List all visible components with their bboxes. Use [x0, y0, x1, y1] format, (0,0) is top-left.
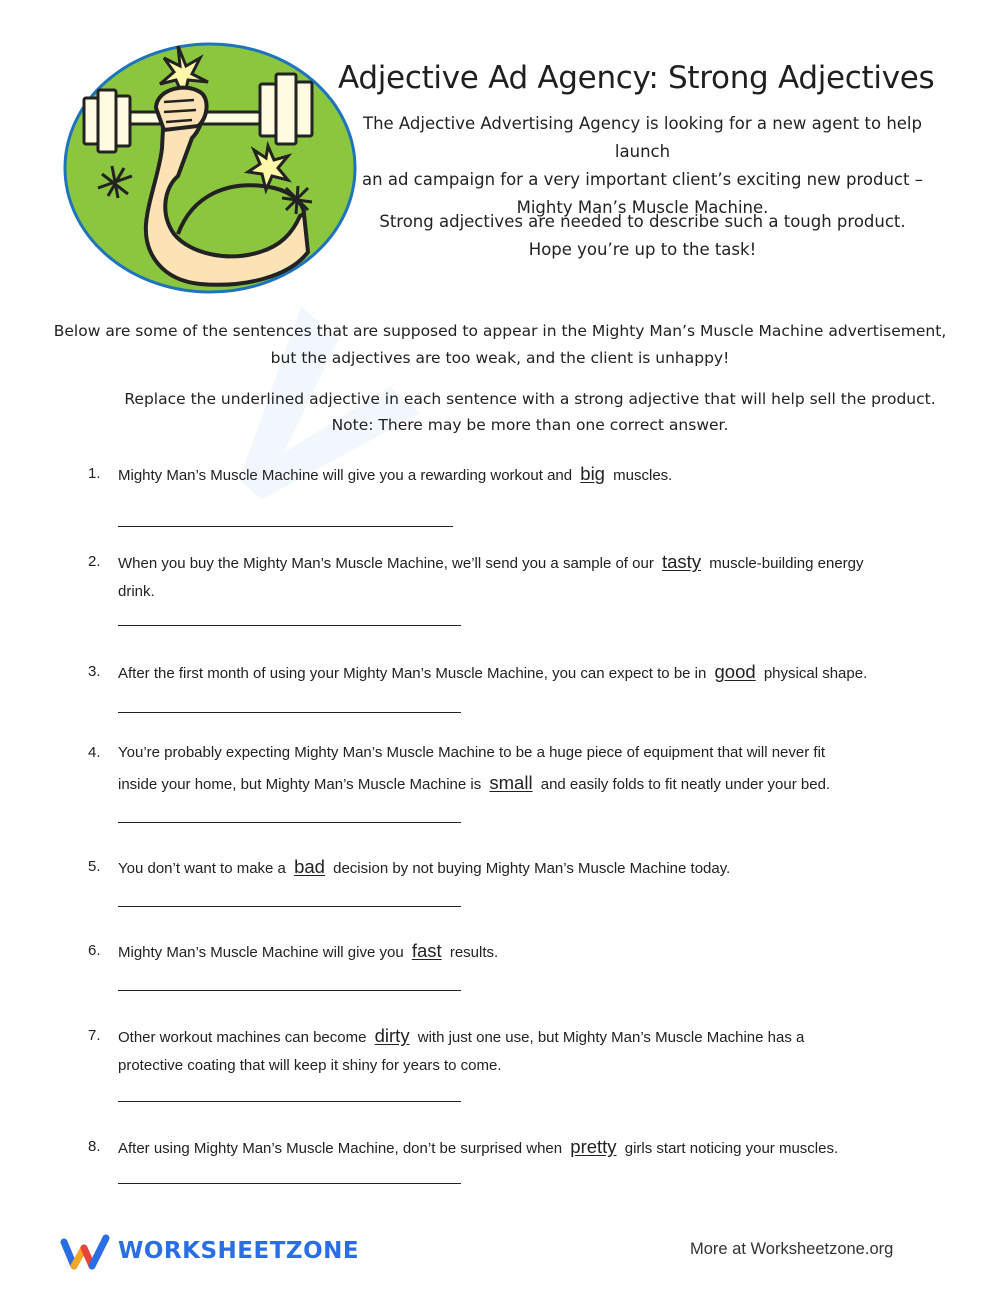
question-text: When you buy the Mighty Man’s Muscle Machine, we’ll send you a sample of our tasty muscle-building energy drink.: [118, 551, 864, 600]
answer-line[interactable]: [118, 1101, 461, 1102]
logo-mark-icon: [60, 1232, 112, 1272]
context-line: but the adjectives are too weak, and the client is unhappy!: [270, 349, 730, 367]
answer-line[interactable]: [118, 526, 453, 527]
question-number: 2.: [88, 553, 101, 570]
underlined-adjective: big: [580, 463, 605, 484]
answer-line[interactable]: [118, 1183, 461, 1184]
more-link[interactable]: More at Worksheetzone.org: [690, 1240, 894, 1258]
answer-line[interactable]: [118, 906, 461, 907]
logo-text: WORKSHEETZONE: [118, 1238, 360, 1264]
question-text: You’re probably expecting Mighty Man’s Muscle Machine to be a huge piece of equipment that will never fit inside your home, but Mighty Man’s Muscle Machine is small and easily folds to fit neatly under your bed.: [118, 744, 831, 793]
underlined-adjective: good: [714, 661, 756, 682]
context-line: Below are some of the sentences that are supposed to appear in the Mighty Man’s Muscle Machine advertisement,: [53, 322, 947, 340]
instruction-line: Replace the underlined adjective in each sentence with a strong adjective that will help sell the product.: [124, 390, 936, 408]
page-title: Adjective Ad Agency: Strong Adjectives: [338, 60, 935, 96]
intro-line: an ad campaign for a very important client’s exciting new product –: [362, 170, 923, 189]
underlined-adjective: tasty: [662, 551, 702, 572]
question-text: After the first month of using your Mighty Man’s Muscle Machine, you can expect to be in good physical shape.: [118, 661, 868, 682]
underlined-adjective: bad: [294, 856, 325, 877]
question-text: You don’t want to make a bad decision by not buying Mighty Man’s Muscle Machine today.: [118, 856, 731, 877]
question-text: Mighty Man’s Muscle Machine will give you fast results.: [118, 940, 499, 961]
underlined-adjective: small: [489, 772, 533, 793]
worksheetzone-logo[interactable]: [60, 1232, 360, 1272]
underlined-adjective: pretty: [570, 1136, 617, 1157]
question-text: Other workout machines can become dirty with just one use, but Mighty Man’s Muscle Machine has a protective coating that will keep it shiny for years to come.: [118, 1025, 805, 1074]
intro-line: The Adjective Advertising Agency is looking for a new agent to help launch: [363, 114, 922, 161]
strong-line: Strong adjectives are needed to describe such a tough product.: [379, 212, 906, 231]
question-text: After using Mighty Man’s Muscle Machine, don’t be surprised when pretty girls start noticing your muscles.: [118, 1136, 839, 1157]
strong-line: Hope you’re up to the task!: [528, 240, 757, 259]
underlined-adjective: fast: [411, 940, 442, 961]
question-text: Mighty Man’s Muscle Machine will give you a rewarding workout and big muscles.: [118, 463, 673, 484]
question-number: 8.: [88, 1138, 101, 1155]
question-number: 3.: [88, 663, 101, 680]
intro-line: Mighty Man’s Muscle Machine.: [516, 198, 769, 217]
answer-line[interactable]: [118, 822, 461, 823]
question-number: 7.: [88, 1027, 101, 1044]
answer-line[interactable]: [118, 625, 461, 626]
question-number: 5.: [88, 858, 101, 875]
question-number: 4.: [88, 744, 101, 761]
question-number: 6.: [88, 942, 101, 959]
underlined-adjective: dirty: [374, 1025, 410, 1046]
question-number: 1.: [88, 465, 101, 482]
answer-line[interactable]: [118, 712, 461, 713]
answer-line[interactable]: [118, 990, 461, 991]
instruction-line: Note: There may be more than one correct answer.: [331, 416, 729, 434]
